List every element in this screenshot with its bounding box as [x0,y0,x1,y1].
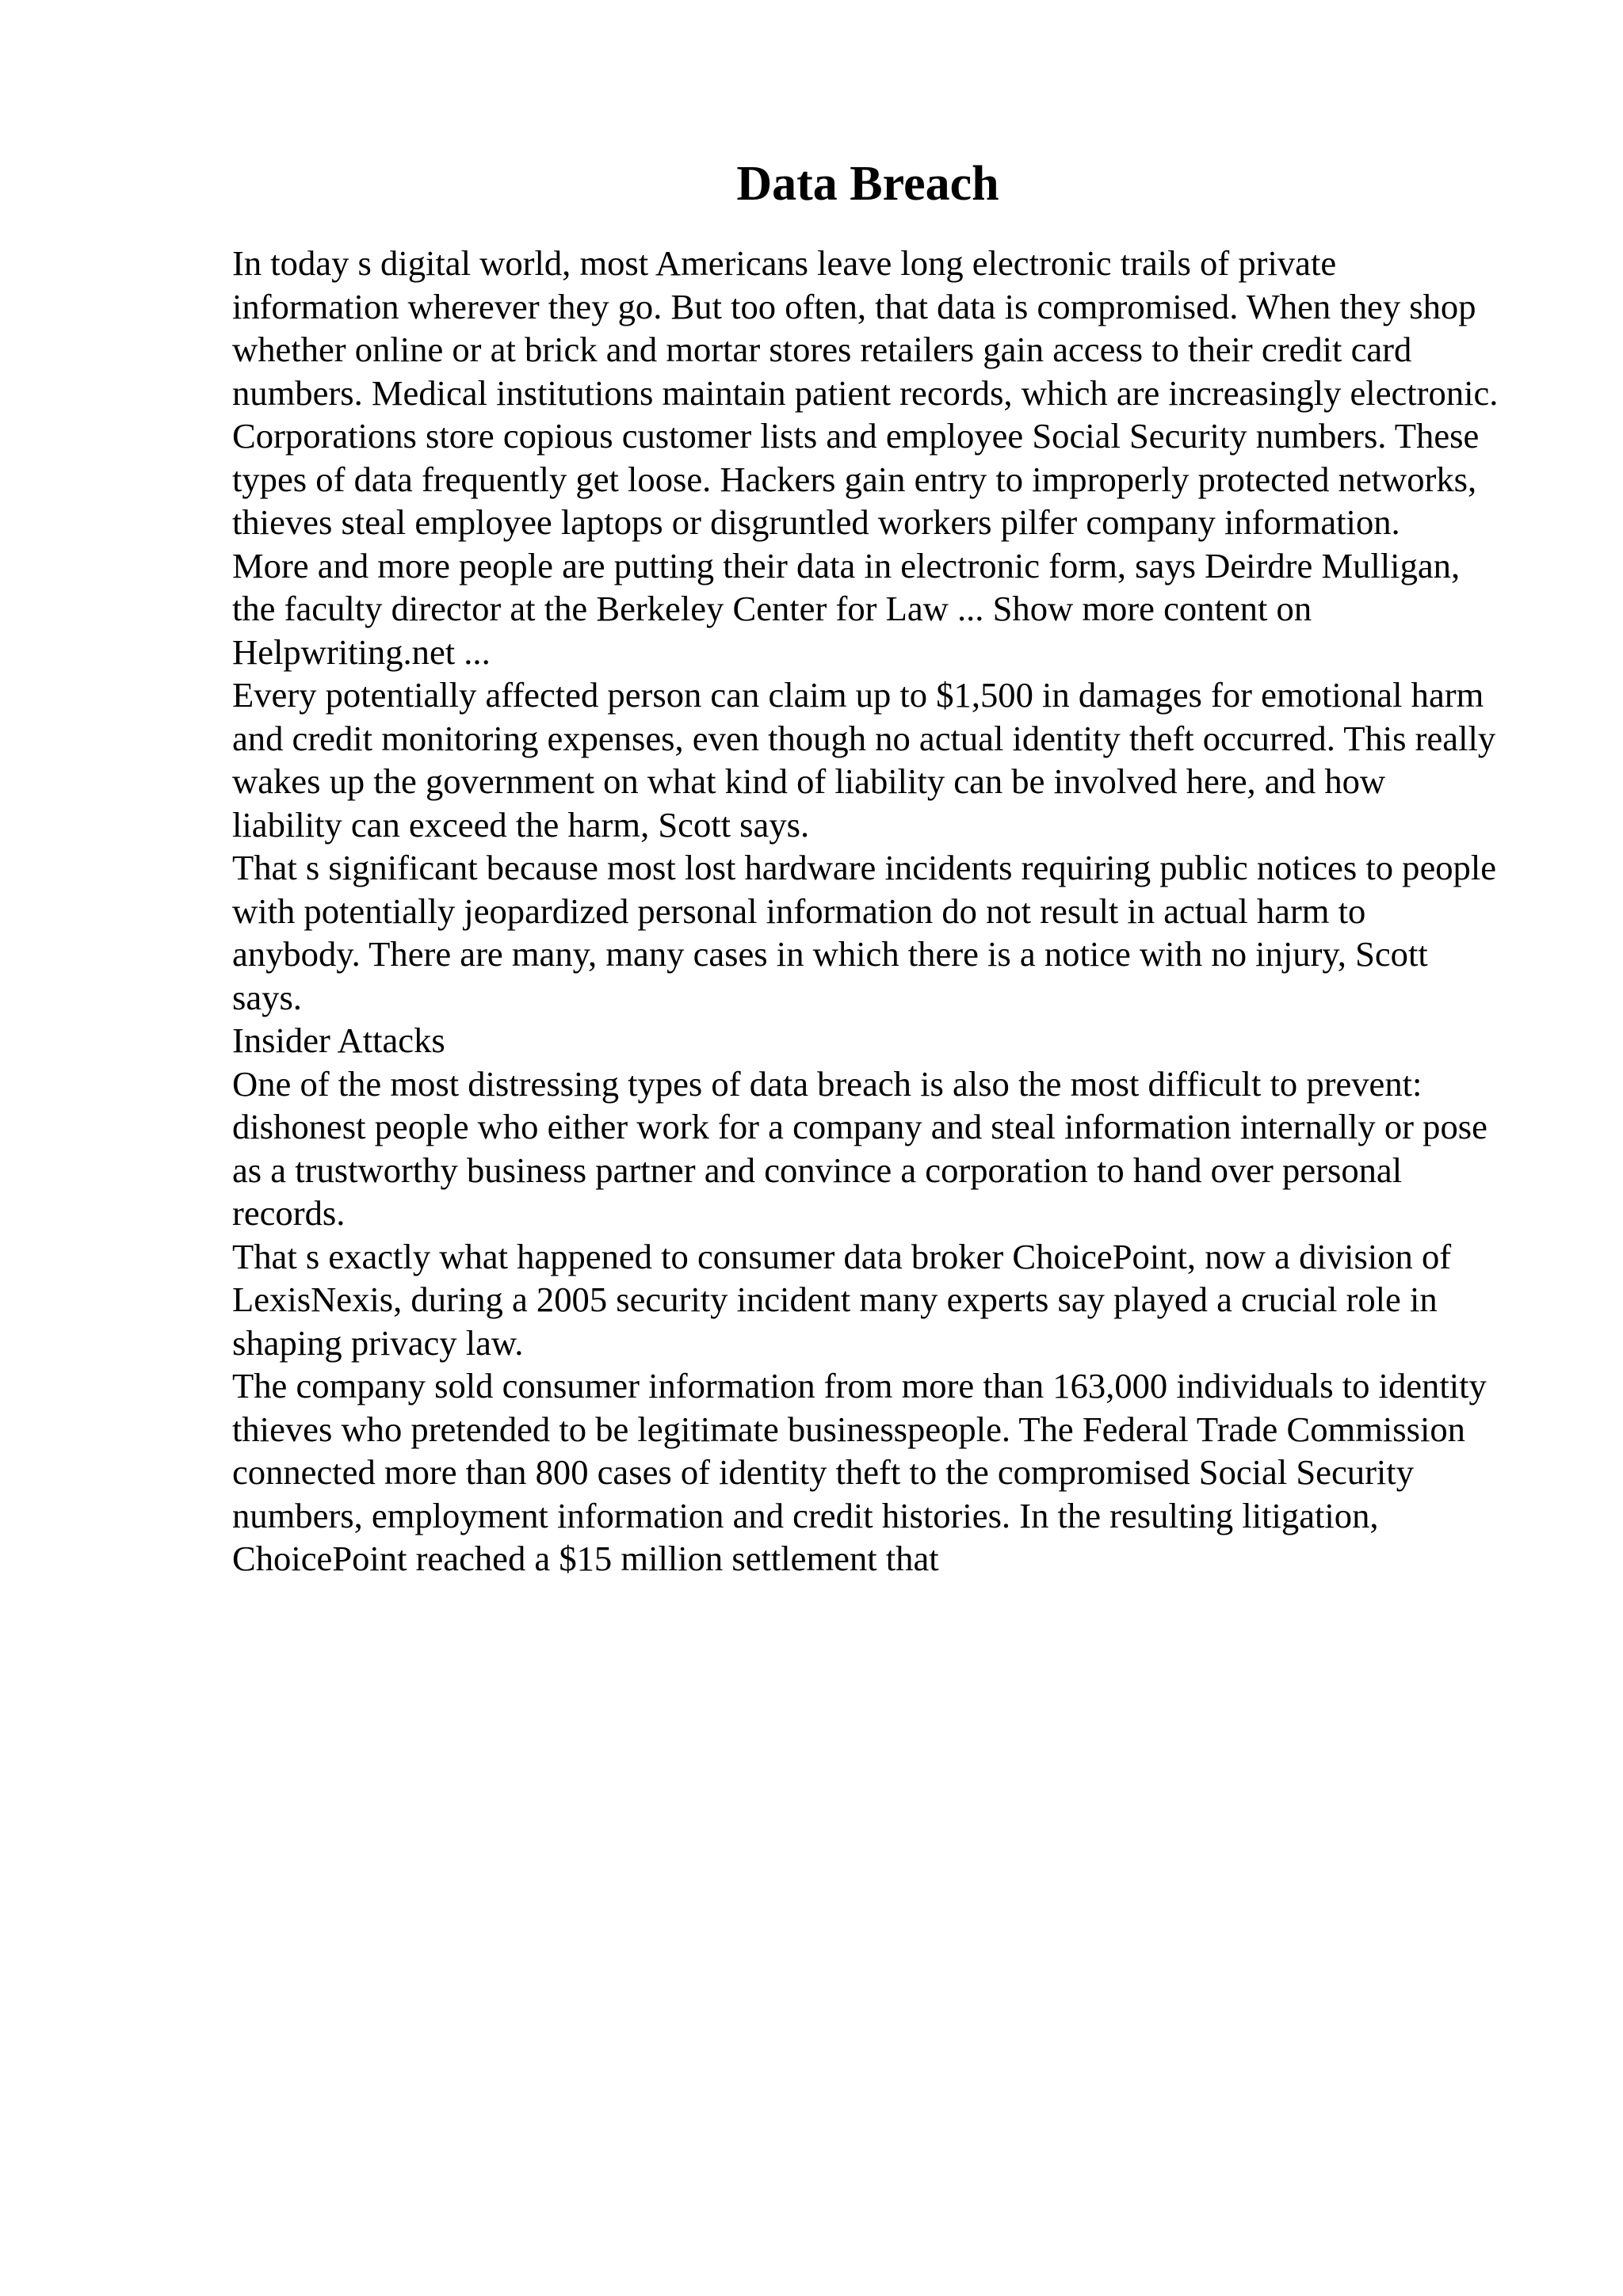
paragraph-mulligan-quote: More and more people are putting their data in electronic form, says Deirdre Mulligan, the faculty director at the Berkeley Center for Law ... Show more content on Helpwriting.net ... [232,545,1461,672]
paragraph-insider-breach: One of the most distressing types of data breach is also the most difficult to prevent: dishonest people who either work for a company and steal information internally or pose as a trustworthy business partner and convince a corporation to hand over personal records. [232,1063,1487,1233]
paragraph-choicepoint: That s exactly what happened to consumer data broker ChoicePoint, now a division of LexisNexis, during a 2005 security incident many experts say played a crucial role in shaping privacy law. [232,1236,1452,1363]
paragraph-intro: In today s digital world, most Americans leave long electronic trails of private information wherever they go. But too often, that data is compromised. When they shop whether online or at brick and mortar stores retailers gain access to their credit card numbers. Medical institutions maintain patient records, which are increasingly electronic. Corporations store copious customer lists and employee Social Security numbers. These types of data frequently get loose. Hackers gain entry to improperly protected networks, thieves steal employee laptops or disgruntled workers pilfer company information. [232,243,1499,542]
section-heading-insider-attacks: Insider Attacks [232,1020,445,1060]
paragraph-settlement: The company sold consumer information from more than 163,000 individuals to identity thieves who pretended to be legitimate businesspeople. The Federal Trade Commission connected more than 800 cases of identity theft to the compromised Social Security numbers, employment information and credit histories. In the resulting litigation, ChoicePoint reached a $15 million settlement that [232,1366,1487,1578]
paragraph-lost-hardware: That s significant because most lost hardware incidents requiring public notices to people with potentially jeopardized personal information do not result in actual harm to anybody. There are many, many cases in which there is a notice with no injury, Scott says. [232,848,1497,1017]
document-title: Data Breach [736,157,999,211]
document-body [232,242,1500,1581]
paragraph-damages: Every potentially affected person can claim up to $1,500 in damages for emotional harm and credit monitoring expenses, even though no actual identity theft occurred. This really wakes up the government on what kind of liability can be involved here, and how liability can exceed the harm, Scott says. [232,675,1496,845]
